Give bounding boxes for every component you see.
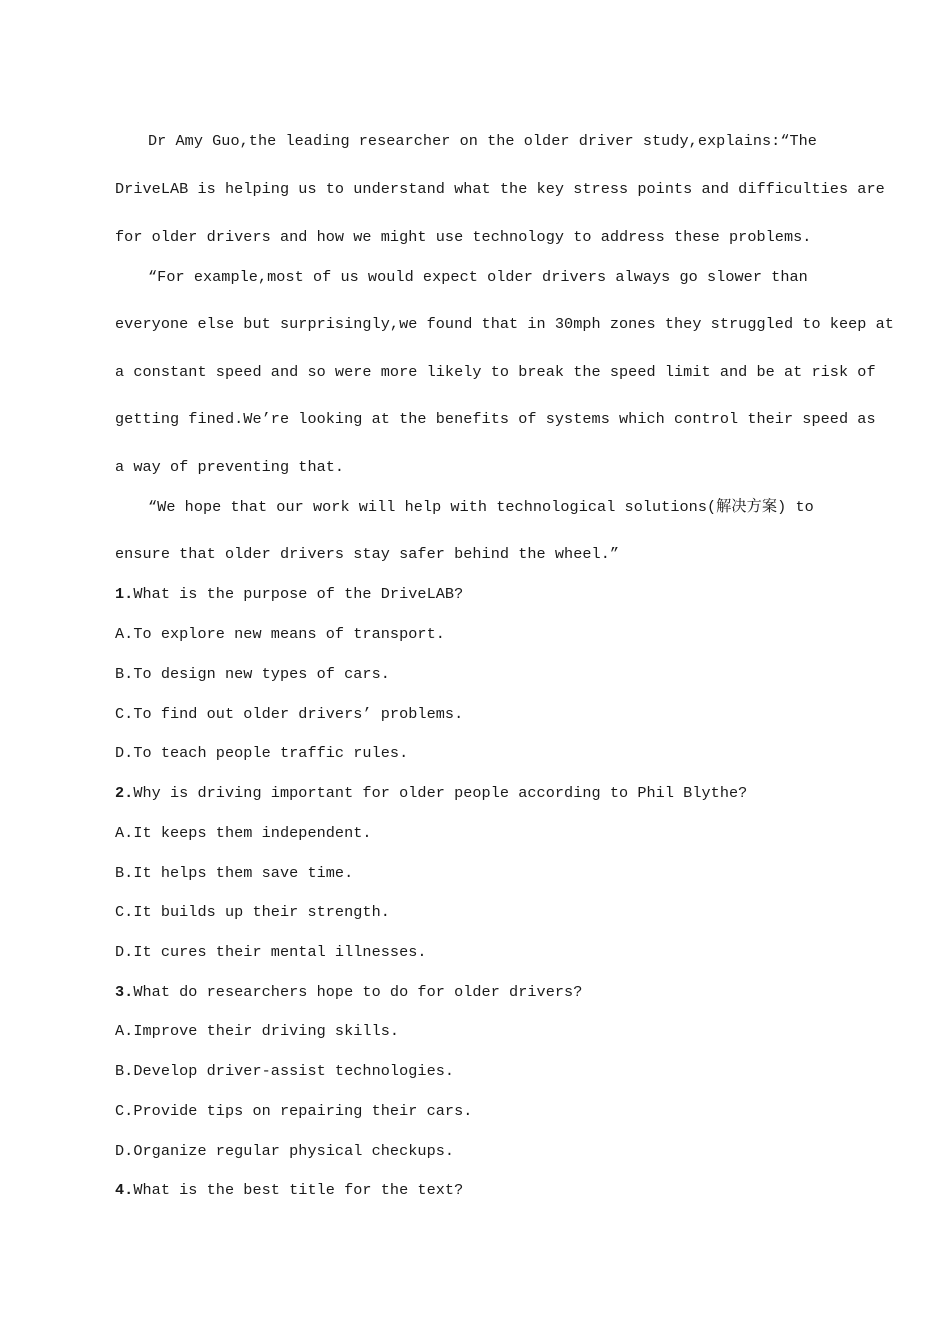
- question-3-option-a: A.Improve their driving skills.: [115, 1022, 400, 1040]
- passage-p2-line-5: a way of preventing that.: [115, 458, 345, 476]
- question-1-option-a: A.To explore new means of transport.: [115, 625, 445, 643]
- passage-p1-line-2: DriveLAB is helping us to understand what the key stress points and difficulties are: [115, 180, 885, 198]
- passage-p3-line-1: “We hope that our work will help with technological solutions(解决方案) to: [148, 498, 814, 516]
- question-3-option-b: B.Develop driver-assist technologies.: [115, 1062, 455, 1080]
- question-1: [115, 584, 845, 604]
- passage-p2-line-2: everyone else but surprisingly,we found that in 30mph zones they struggled to keep at: [115, 315, 894, 333]
- passage-p2-line-1: “For example,most of us would expect older drivers always go slower than: [148, 268, 808, 286]
- question-2-option-a: A.It keeps them independent.: [115, 824, 372, 842]
- question-3-option-d: D.Organize regular physical checkups.: [115, 1142, 455, 1160]
- passage-p2-line-3: a constant speed and so were more likely to break the speed limit and be at risk of: [115, 363, 876, 381]
- passage-p3-line-2: ensure that older drivers stay safer behind the wheel.”: [115, 545, 620, 563]
- passage-p2-line-4: getting fined.We’re looking at the benefits of systems which control their speed as: [115, 410, 876, 428]
- question-4: [115, 1180, 845, 1200]
- question-number: 1.: [115, 585, 134, 603]
- question-number: 3.: [115, 983, 134, 1001]
- question-2: [115, 783, 845, 803]
- passage-p1-line-3: for older drivers and how we might use technology to address these problems.: [115, 228, 812, 246]
- question-text: What is the purpose of the DriveLAB?: [133, 585, 464, 603]
- question-3-option-c: C.Provide tips on repairing their cars.: [115, 1102, 473, 1120]
- question-text: Why is driving important for older people according to Phil Blythe?: [133, 784, 748, 802]
- question-1-option-c: C.To find out older drivers’ problems.: [115, 705, 464, 723]
- question-number: 2.: [115, 784, 134, 802]
- question-text: What do researchers hope to do for older drivers?: [133, 983, 583, 1001]
- question-text: What is the best title for the text?: [133, 1181, 464, 1199]
- question-2-option-c: C.It builds up their strength.: [115, 903, 390, 921]
- question-number: 4.: [115, 1181, 134, 1199]
- question-1-option-b: B.To design new types of cars.: [115, 665, 390, 683]
- question-3: [115, 982, 845, 1002]
- question-2-option-b: B.It helps them save time.: [115, 864, 354, 882]
- question-2-option-d: D.It cures their mental illnesses.: [115, 943, 427, 961]
- question-1-option-d: D.To teach people traffic rules.: [115, 744, 409, 762]
- passage-p1-line-1: Dr Amy Guo,the leading researcher on the older driver study,explains:“The: [148, 132, 817, 150]
